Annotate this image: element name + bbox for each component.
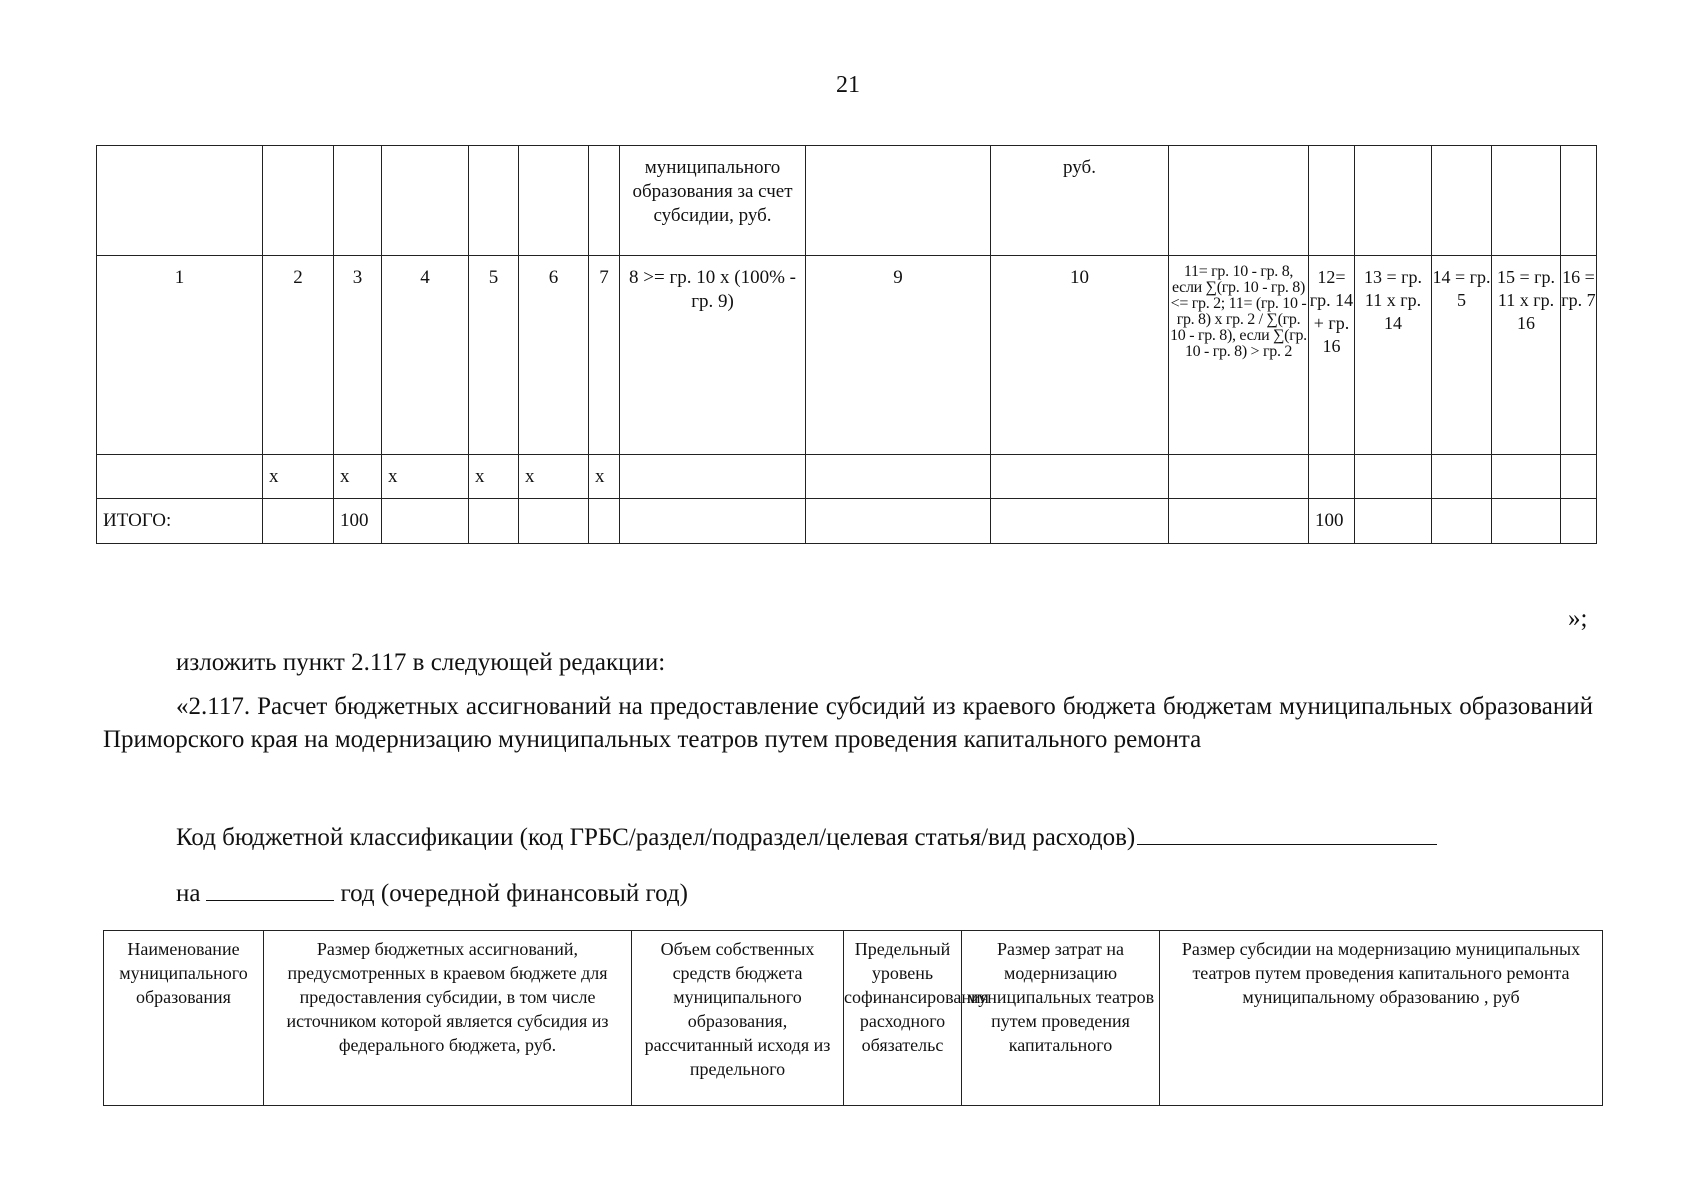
table-cell — [97, 455, 263, 499]
table-cell: 16 = гр. 7 — [1561, 256, 1597, 455]
table-cell: 4 — [382, 256, 469, 455]
table-cell — [1355, 499, 1432, 544]
table-cell — [1432, 455, 1492, 499]
table-cell: 5 — [469, 256, 519, 455]
table-cell: 100 — [334, 499, 382, 544]
table-cell: 7 — [589, 256, 620, 455]
table-cell: 8 >= гр. 10 х (100% - гр. 9) — [620, 256, 806, 455]
table-cell: 3 — [334, 256, 382, 455]
table-cell: х — [263, 455, 334, 499]
subsidy-calculation-table — [103, 930, 1603, 1106]
amendment-instruction: изложить пункт 2.117 в следующей редакции: — [176, 649, 666, 676]
column-header-budget-allocations: Размер бюджетных ассигнований, предусмотренных в краевом бюджете для предоставления субсидии, в том числе источником которой является субсидия из федерального бюджета, руб. — [264, 931, 632, 1106]
table-cell — [1432, 146, 1492, 256]
column-header-own-funds: Объем собственных средств бюджета муниципального образования, рассчитанный исходя из предельного — [632, 931, 844, 1106]
total-row — [97, 499, 1597, 544]
table-cell: 10 — [991, 256, 1169, 455]
table-cell — [263, 146, 334, 256]
x-mark-row — [97, 455, 1597, 499]
table-cell: 12= гр. 14 + гр. 16 — [1309, 256, 1355, 455]
section-2-117-title — [103, 690, 1593, 756]
table-cell: х — [382, 455, 469, 499]
table-cell: 6 — [519, 256, 589, 455]
year-blank-field — [206, 874, 334, 901]
table-cell — [469, 146, 519, 256]
table-cell: муниципального образования за счет субсидии, руб. — [620, 146, 806, 256]
table-cell: х — [519, 455, 589, 499]
column-header-subsidy-amount: Размер субсидии на модернизацию муниципальных театров путем проведения капитального ремонта муниципальному образованию , руб — [1160, 931, 1603, 1106]
table-cell: руб. — [991, 146, 1169, 256]
table-cell — [620, 455, 806, 499]
table-cell: х — [469, 455, 519, 499]
budget-classification-line — [176, 818, 1437, 854]
table-cell — [1492, 146, 1561, 256]
calculation-table-continued — [96, 145, 1597, 544]
table-cell — [382, 499, 469, 544]
section-title-text: «2.117. Расчет бюджетных ассигнований на предоставление субсидий из краевого бюджета бюджетам муниципальных образований Приморского края на модернизацию муниципальных театров путем проведения капитального ремонта — [103, 693, 1593, 753]
table-cell: 13 = гр. 11 х гр. 14 — [1355, 256, 1432, 455]
table-header-row — [97, 146, 1597, 256]
total-label: ИТОГО: — [97, 499, 263, 544]
table-cell — [1561, 146, 1597, 256]
table-cell — [1561, 499, 1597, 544]
table-cell — [334, 146, 382, 256]
table-cell — [1561, 455, 1597, 499]
year-prefix: на — [176, 880, 201, 907]
table-cell — [97, 146, 263, 256]
table-cell — [806, 146, 991, 256]
table-cell — [1492, 499, 1561, 544]
table-cell: х — [589, 455, 620, 499]
table-cell: 9 — [806, 256, 991, 455]
table-cell: 15 = гр. 11 х гр. 16 — [1492, 256, 1561, 455]
table-cell — [1355, 146, 1432, 256]
table-header-row — [104, 931, 1603, 1106]
column-number-row — [97, 256, 1597, 455]
table-cell — [806, 455, 991, 499]
table-cell — [382, 146, 469, 256]
table-cell — [469, 499, 519, 544]
table-cell: 100 — [1309, 499, 1355, 544]
table-cell — [519, 499, 589, 544]
table-cell — [1309, 146, 1355, 256]
table-cell — [620, 499, 806, 544]
column-header-municipality: Наименование муниципального образования — [104, 931, 264, 1106]
table-cell: 14 = гр. 5 — [1432, 256, 1492, 455]
kbk-label: Код бюджетной классификации (код ГРБС/раздел/подраздел/целевая статья/вид расходов) — [176, 824, 1136, 851]
table-cell — [1355, 455, 1432, 499]
table-cell — [1169, 146, 1309, 256]
kbk-blank-field — [1137, 818, 1437, 845]
table-cell — [589, 146, 620, 256]
table-cell — [1169, 499, 1309, 544]
table-cell — [1309, 455, 1355, 499]
table-cell — [1492, 455, 1561, 499]
table-cell — [1432, 499, 1492, 544]
table-cell: 1 — [97, 256, 263, 455]
fiscal-year-line — [176, 874, 688, 910]
table-cell — [263, 499, 334, 544]
column-header-modernization-costs: Размер затрат на модернизацию муниципальных театров путем проведения капитального — [962, 931, 1160, 1106]
table-cell — [1169, 455, 1309, 499]
table-cell: х — [334, 455, 382, 499]
year-suffix: год (очередной финансовый год) — [340, 880, 688, 907]
table-cell — [991, 499, 1169, 544]
column-header-cofinancing-level: Предельный уровень софинансирования расходного обязательс — [844, 931, 962, 1106]
table-cell — [589, 499, 620, 544]
table-cell: 2 — [263, 256, 334, 455]
page-number: 21 — [836, 72, 860, 98]
table-cell — [519, 146, 589, 256]
table-cell: 11= гр. 10 - гр. 8, если ∑(гр. 10 - гр. 8) <= гр. 2; 11= (гр. 10 - гр. 8) х гр. 2 / ∑(гр. 10 - гр. 8), если ∑(гр. 10 - гр. 8) > гр. 2 — [1169, 256, 1309, 455]
table-cell — [806, 499, 991, 544]
closing-quote: »; — [1568, 605, 1588, 632]
table-cell — [991, 455, 1169, 499]
